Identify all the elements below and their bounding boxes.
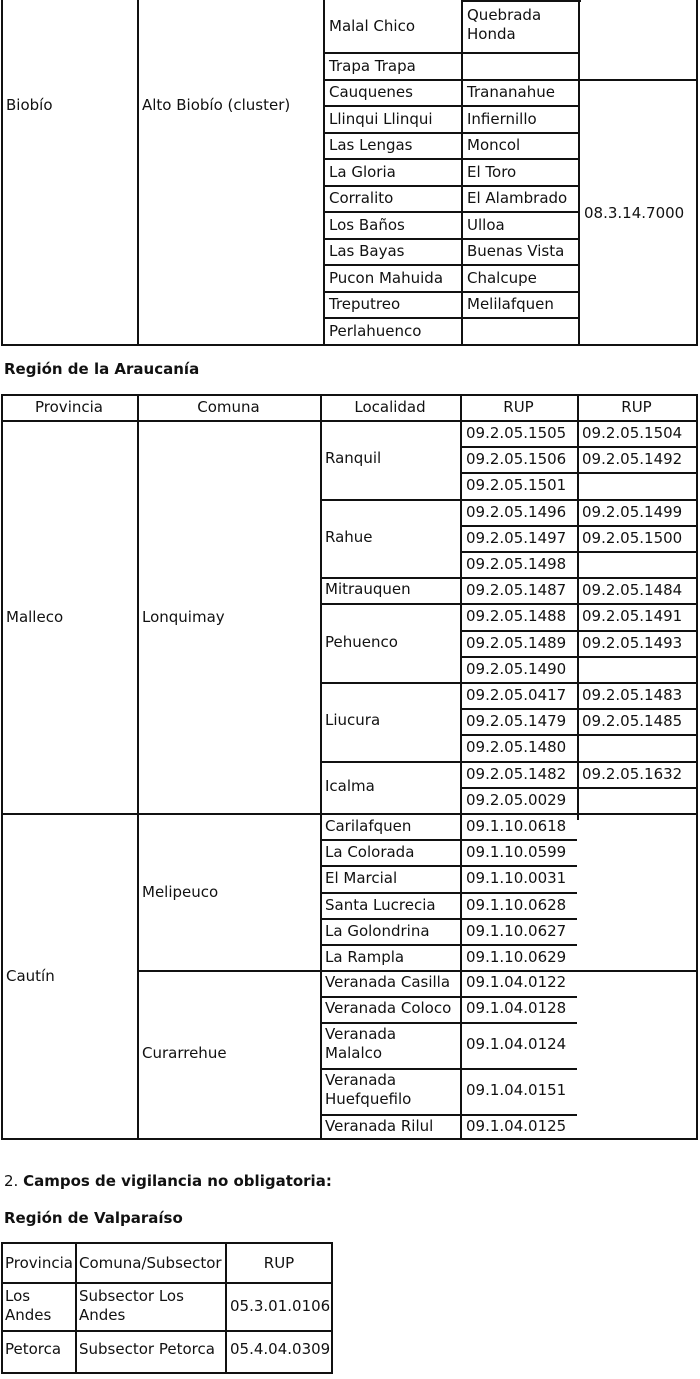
rup-cell: 09.1.10.0628 — [466, 895, 567, 914]
rup-cell: 09.1.04.0122 — [466, 973, 567, 991]
provincia-malleco: Malleco — [6, 608, 64, 626]
localidad-cell: Pehuenco — [325, 632, 398, 651]
araucania-table — [0, 394, 700, 1140]
rup-cell: 09.2.05.1488 — [466, 607, 567, 626]
header-rup-2: RUP — [621, 398, 652, 416]
valparaiso-table — [0, 1242, 334, 1374]
localidad-cell: Ranquil — [325, 449, 382, 468]
biobio-comuna: Alto Biobío (cluster) — [142, 96, 291, 114]
rup-cell: 09.2.05.1479 — [466, 712, 567, 731]
localidad-cell: Carilafquen — [325, 817, 412, 835]
localidad-cell: Veranada Rilul — [325, 1117, 434, 1135]
rup-cell: 09.1.10.0031 — [466, 869, 567, 888]
valp-header-provincia: Provincia — [5, 1254, 73, 1272]
rup-cell: 09.2.05.1489 — [466, 633, 567, 652]
localidad-cell: Moncol — [467, 136, 521, 154]
biobio-provincia: Biobío — [6, 96, 53, 114]
section-2-number: 2. — [4, 1172, 19, 1190]
rup-cell: 09.1.10.0618 — [466, 817, 567, 835]
header-comuna: Comuna — [197, 398, 260, 416]
rup-cell: 09.2.05.1484 — [582, 581, 683, 600]
valp-comuna: Subsector Petorca — [79, 1340, 215, 1358]
rup-cell: 09.2.05.1487 — [466, 581, 567, 600]
valp-rup: 05.4.04.0309 — [230, 1340, 331, 1358]
rup-cell: 09.2.05.1490 — [466, 659, 567, 678]
localidad-cell: Trananahue — [467, 83, 555, 101]
section-2-title: Campos de vigilancia no obligatoria: — [23, 1172, 332, 1190]
comuna-lonquimay: Lonquimay — [142, 608, 225, 626]
valp-comuna: Subsector Los Andes — [79, 1287, 184, 1324]
rup-cell: 09.2.05.1492 — [582, 450, 683, 469]
localidad-cell: Mitrauquen — [325, 580, 411, 599]
localidad-cell: Las Bayas — [329, 242, 405, 260]
localidad-cell: Cauquenes — [329, 83, 413, 101]
localidad-cell: Melilafquen — [467, 295, 554, 313]
rup-cell: 09.2.05.1493 — [582, 633, 683, 652]
header-localidad: Localidad — [354, 398, 426, 416]
rup-cell: 09.2.05.1501 — [466, 476, 567, 495]
rup-cell: 09.2.05.0417 — [466, 686, 567, 704]
localidad-cell: Veranada Coloco — [325, 999, 452, 1017]
rup-cell: 09.1.04.0151 — [466, 1081, 567, 1099]
rup-cell: 09.2.05.1500 — [582, 528, 683, 547]
localidad-cell: La Colorada — [325, 843, 415, 862]
localidad-cell: Buenas Vista — [467, 242, 565, 260]
biobio-table — [0, 0, 700, 346]
localidad-cell: Icalma — [325, 776, 375, 795]
header-provincia: Provincia — [35, 398, 103, 416]
localidad-cell: El Alambrado — [467, 189, 568, 207]
rup-cell: 09.2.05.1505 — [466, 424, 567, 442]
comuna-curarrehue: Curarrehue — [142, 1044, 227, 1062]
biobio-rup: 08.3.14.7000 — [584, 204, 685, 222]
localidad-cell: Corralito — [329, 189, 394, 207]
localidad-cell: Trapa Trapa — [329, 57, 416, 75]
rup-cell: 09.2.05.1504 — [582, 424, 683, 442]
localidad-cell: Pucon Mahuida — [329, 269, 444, 287]
localidad-cell: Perlahuenco — [329, 322, 422, 340]
valp-provincia: Petorca — [5, 1340, 62, 1358]
araucania-title: Región de la Araucanía — [4, 360, 200, 378]
valp-rup: 05.3.01.0106 — [230, 1297, 331, 1315]
rup-cell: 09.2.05.1491 — [582, 607, 683, 626]
rup-cell: 09.1.10.0629 — [466, 948, 567, 966]
localidad-cell: Chalcupe — [467, 269, 537, 287]
header-rup: RUP — [503, 398, 534, 416]
localidad-cell: Veranada Casilla — [325, 973, 451, 991]
rup-cell: 09.2.05.1482 — [466, 764, 567, 783]
localidad-cell: El Marcial — [325, 869, 398, 888]
localidad-cell: Infiernillo — [467, 110, 537, 128]
valp-header-comuna: Comuna/Subsector — [79, 1254, 222, 1272]
localidad-cell: Las Lengas — [329, 136, 413, 154]
valp-provincia: Los Andes — [5, 1287, 52, 1324]
rup-cell: 09.2.05.1498 — [466, 555, 567, 573]
rup-cell: 09.1.04.0124 — [466, 1035, 567, 1053]
localidad-cell: Quebrada Honda — [467, 6, 542, 43]
rup-cell: 09.1.10.0627 — [466, 921, 567, 940]
localidad-cell: Liucura — [325, 711, 381, 730]
localidad-cell: Malal Chico — [329, 17, 416, 35]
localidad-cell: Llinqui Llinqui — [329, 110, 433, 128]
rup-cell: 09.2.05.1480 — [466, 738, 567, 757]
rup-cell: 09.2.05.1485 — [582, 712, 683, 731]
rup-cell: 09.2.05.1506 — [466, 450, 567, 469]
rup-cell: 09.2.05.1499 — [582, 502, 683, 521]
localidad-cell: Santa Lucrecia — [325, 895, 436, 914]
localidad-cell: El Toro — [467, 163, 517, 181]
localidad-cell: Veranada Malalco — [325, 1025, 397, 1062]
rup-cell: 09.2.05.1496 — [466, 502, 567, 521]
section-2-heading — [4, 1172, 332, 1191]
localidad-cell: Veranada Huefquefilo — [325, 1071, 412, 1108]
localidad-cell: Treputreo — [329, 295, 401, 313]
rup-cell: 09.2.05.1497 — [466, 528, 567, 547]
rup-cell: 09.2.05.0029 — [466, 790, 567, 809]
valp-header-rup: RUP — [263, 1254, 295, 1272]
valparaiso-title: Región de Valparaíso — [4, 1209, 183, 1227]
localidad-cell: Ulloa — [467, 216, 505, 234]
rup-cell: 09.1.04.0125 — [466, 1117, 567, 1135]
localidad-cell: La Rampla — [325, 948, 405, 966]
rup-cell: 09.1.04.0128 — [466, 999, 567, 1017]
localidad-cell: La Gloria — [329, 163, 396, 181]
localidad-cell: La Golondrina — [325, 921, 430, 940]
rup-cell: 09.2.05.1632 — [582, 764, 683, 783]
provincia-cautin: Cautín — [6, 967, 55, 985]
comuna-melipeuco: Melipeuco — [142, 883, 219, 901]
localidad-cell: Los Baños — [329, 216, 405, 234]
rup-cell: 09.1.10.0599 — [466, 843, 567, 862]
rup-cell: 09.2.05.1483 — [582, 686, 683, 704]
localidad-cell: Rahue — [325, 527, 373, 546]
